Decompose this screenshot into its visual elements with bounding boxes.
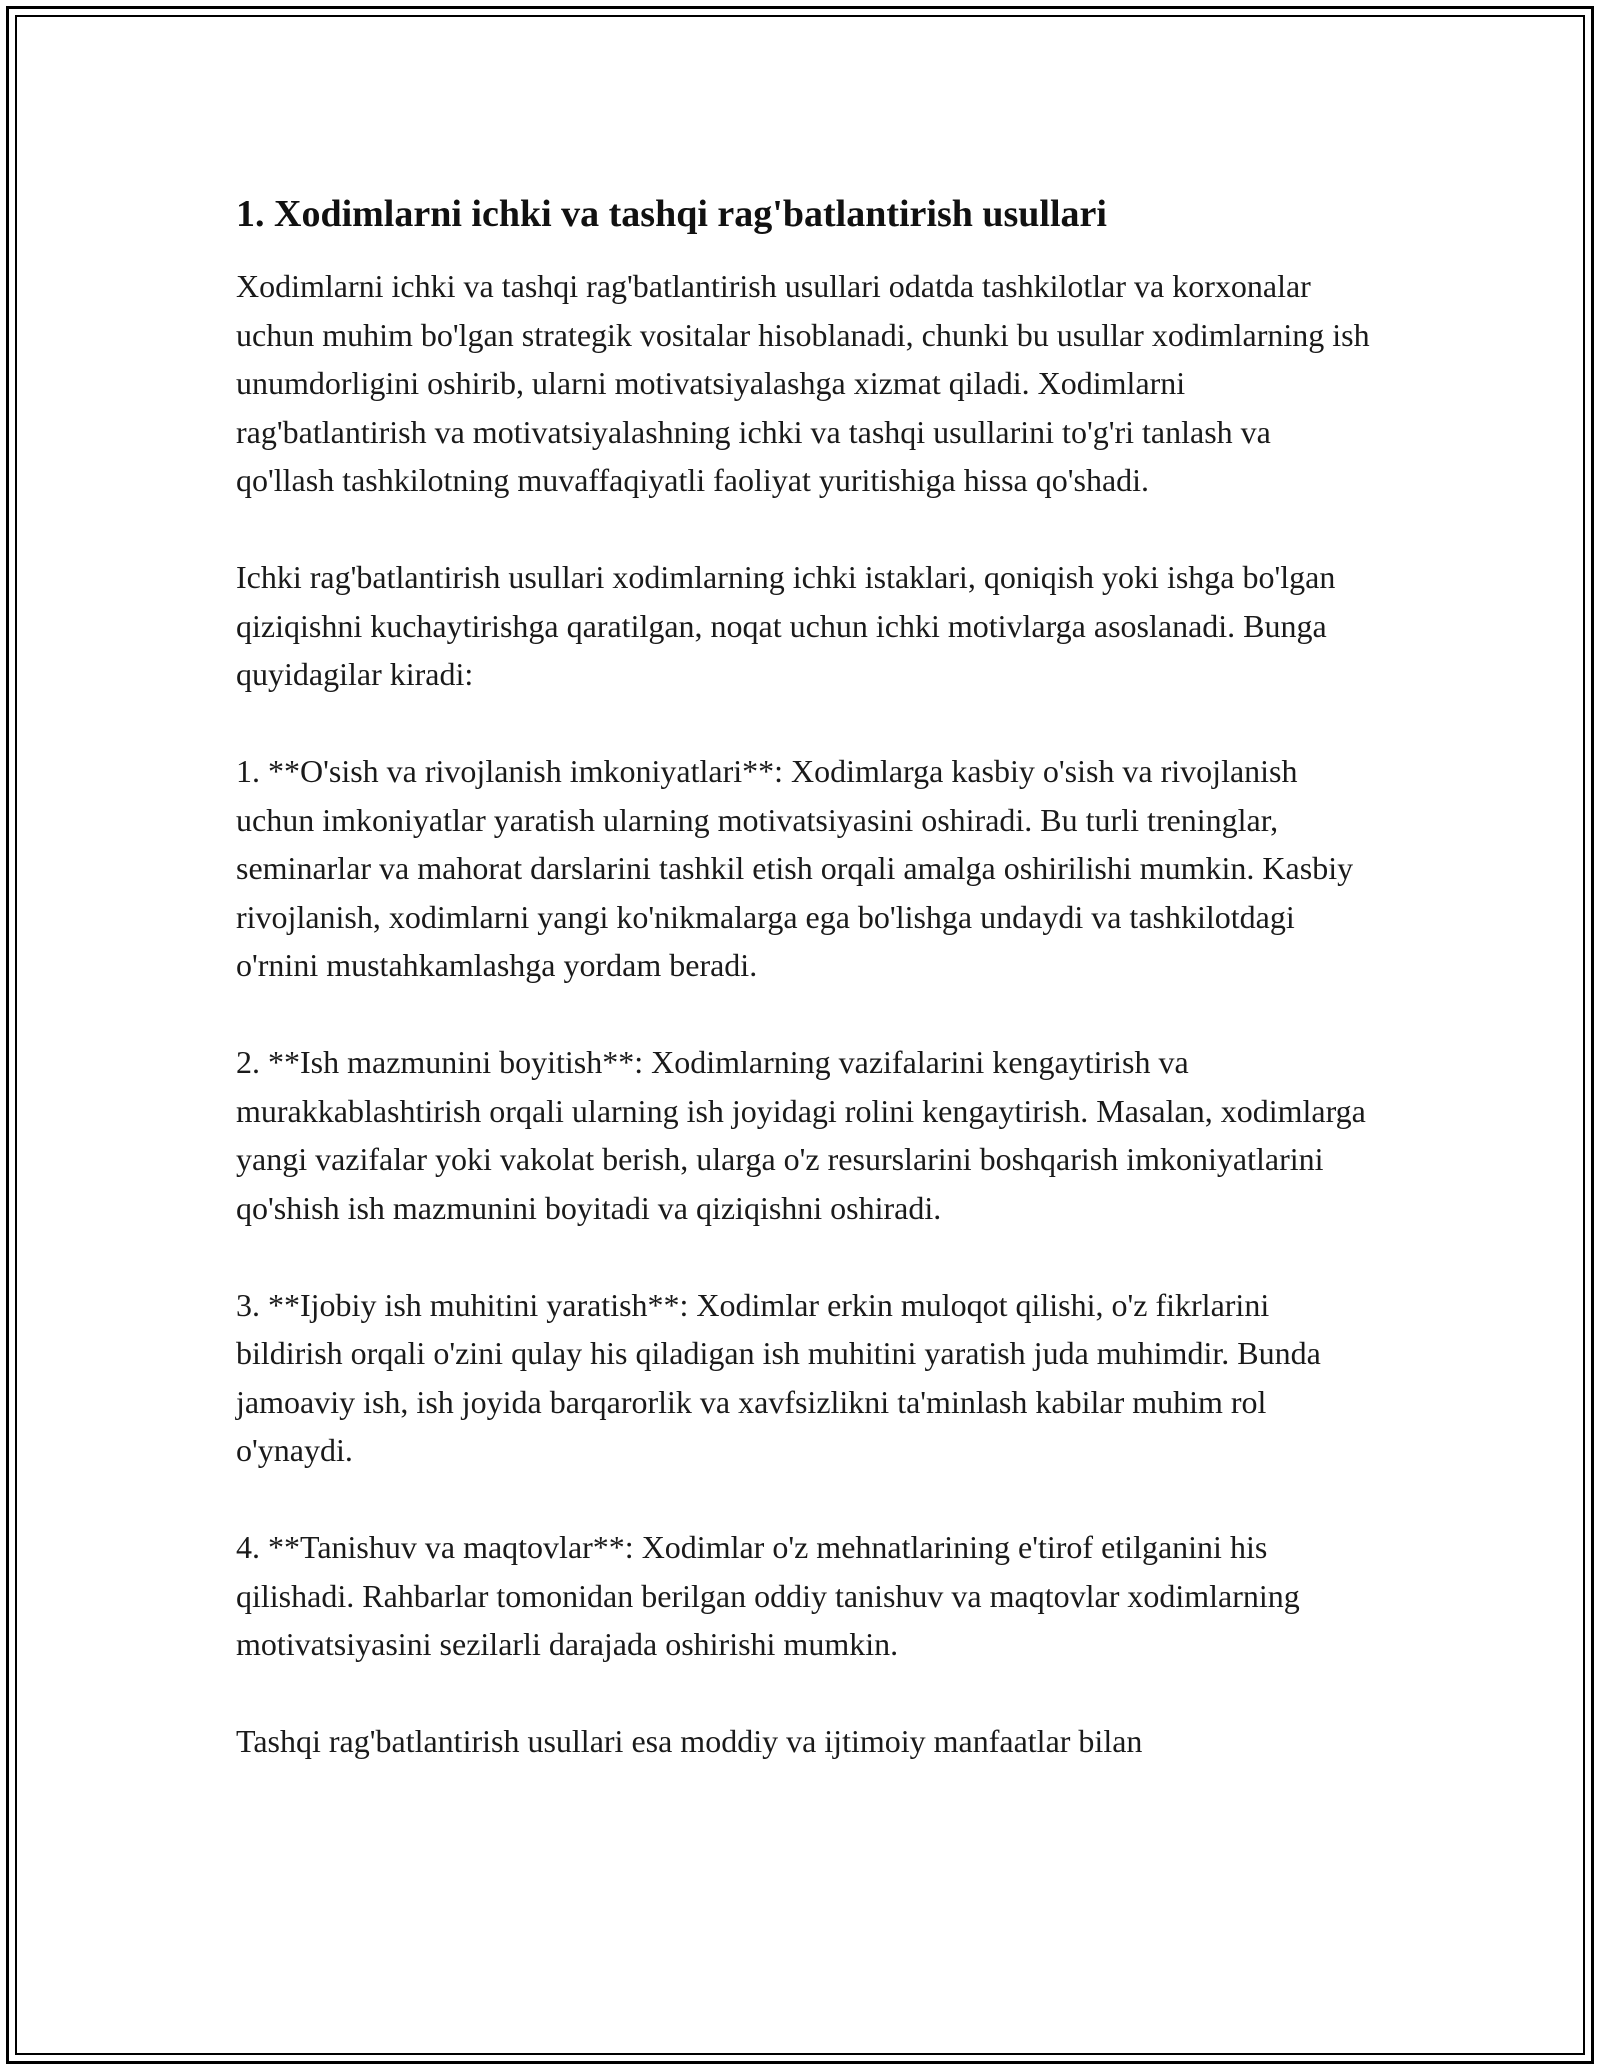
list-item-growth: 1. **O'sish va rivojlanish imkoniyatlari**: Xodimlarga kasbiy o'sish va rivojlanish uchun imkoniyatlar yaratish ularning motivatsiyasini oshiradi. Bu turli treninglar, seminarlar va mahorat darslarini tashkil etish orqali amalga oshirilishi mumkin. Kasbiy rivojlanish, xodimlarni yangi ko'nikmalarga ega bo'lishga undaydi va tashkilotdagi o'rnini mustahkamlashga yordam beradi. xyxy=(236,753,1354,983)
list-item-recognition: 4. **Tanishuv va maqtovlar**: Xodimlar o'z mehnatlarining e'tirof etilganini his qilishadi. Rahbarlar tomonidan berilgan oddiy tanishuv va maqtovlar xodimlarning motivatsiyasini sezilarli darajada oshirishi mumkin. xyxy=(236,1529,1300,1662)
paragraph-external-methods: Tashqi rag'batlantirish usullari esa moddiy va ijtimoiy manfaatlar bilan xyxy=(236,1723,1143,1759)
list-item-job-enrichment: 2. **Ish mazmunini boyitish**: Xodimlarning vazifalarini kengaytirish va murakkablashtirish orqali ularning ish joyidagi rolini kengaytirish. Masalan, xodimlarga yangi vazifalar yoki vakolat berish, ularga o'z resurslarini boshqarish imkoniyatlarini qo'shish ish mazmunini boyitadi va qiziqishni oshiradi. xyxy=(236,1044,1366,1226)
paragraph-internal-methods: Ichki rag'batlantirish usullari xodimlarning ichki istaklari, qoniqish yoki ishga bo'lgan qiziqishni kuchaytirishga qaratilgan, noqat uchun ichki motivlarga asoslanadi. Bunga quyidagilar kiradi: xyxy=(236,559,1336,692)
list-item-positive-environment: 3. **Ijobiy ish muhitini yaratish**: Xodimlar erkin muloqot qilishi, o'z fikrlarini bildirish orqali o'zini qulay his qiladigan ish muhitini yaratish juda muhimdir. Bunda jamoaviy ish, ish joyida barqarorlik va xavfsizlikni ta'minlash kabilar muhim rol o'ynaydi. xyxy=(236,1286,1321,1468)
section-heading: 1. Xodimlarni ichki va tashqi rag'batlantirish usullari xyxy=(236,193,1107,235)
document-body xyxy=(236,188,1376,1814)
paragraph-intro: Xodimlarni ichki va tashqi rag'batlantirish usullari odatda tashkilotlar va korxonalar uchun muhim bo'lgan strategik vositalar hisoblanadi, chunki bu usullar xodimlarning ish unumdorligini oshirib, ularni motivatsiyalashga xizmat qiladi. Xodimlarni rag'batlantirish va motivatsiyalashning ichki va tashqi usullarini to'g'ri tanlash va qo'llash tashkilotning muvaffaqiyatli faoliyat yuritishiga hissa qo'shadi. xyxy=(236,268,1370,498)
